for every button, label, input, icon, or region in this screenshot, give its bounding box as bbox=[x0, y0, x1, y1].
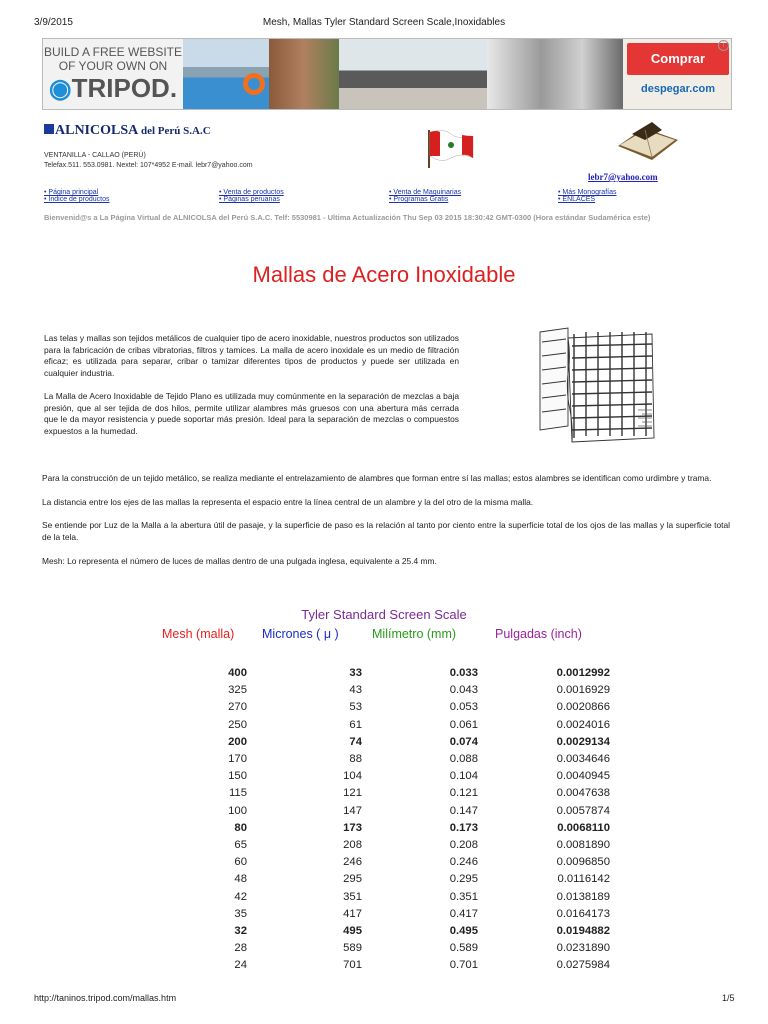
micron-cell: 173 bbox=[343, 821, 362, 834]
page-title: Mallas de Acero Inoxidable bbox=[252, 262, 516, 287]
mesh-cell: 80 bbox=[234, 821, 247, 834]
ad-line-1: BUILD A FREE WEBSITE bbox=[43, 45, 183, 59]
inch-cell: 0.0116142 bbox=[557, 873, 610, 886]
nav-col-4 bbox=[558, 189, 617, 203]
mm-cell: 0.147 bbox=[449, 804, 478, 817]
inch-cell: 0.0096850 bbox=[556, 856, 610, 869]
col-header-pulgadas: Pulgadas (inch) bbox=[495, 627, 582, 641]
mm-cell: 0.246 bbox=[449, 856, 478, 869]
adchoices-icon[interactable]: i bbox=[718, 40, 729, 51]
inch-cell: 0.0029134 bbox=[556, 735, 610, 748]
micron-cell: 351 bbox=[343, 890, 362, 903]
inch-cell: 0.0138189 bbox=[556, 890, 610, 903]
mm-cell: 0.173 bbox=[449, 821, 478, 834]
mesh-cell: 65 bbox=[234, 839, 247, 851]
micron-cell: 61 bbox=[349, 718, 362, 731]
mm-cell: 0.033 bbox=[449, 667, 478, 679]
inch-cell: 0.0068110 bbox=[557, 821, 610, 834]
table-title: Tyler Standard Screen Scale bbox=[301, 607, 467, 622]
body-paragraph-1: Para la construcción de un tejido metálico, se realiza mediante el entrelazamiento de alambres que forman entre sí las mallas; estos alambres se identifican como urdimbre y trama. bbox=[42, 473, 712, 483]
building-photo bbox=[269, 39, 339, 109]
inch-cell: 0.0275984 bbox=[556, 959, 610, 972]
inch-cell: 0.0024016 bbox=[556, 718, 610, 731]
mesh-cell: 325 bbox=[228, 684, 247, 697]
balcony-photo bbox=[339, 39, 487, 109]
mm-cell: 0.495 bbox=[449, 925, 478, 937]
nav-link-mas-monografias[interactable]: • Más Monografías bbox=[558, 189, 617, 196]
nav-link-enlaces[interactable]: • ENLACES bbox=[558, 196, 596, 203]
nav-col-1 bbox=[44, 189, 110, 203]
book-icon bbox=[612, 118, 682, 166]
mesh-cell: 200 bbox=[228, 735, 247, 748]
micron-cell: 53 bbox=[349, 701, 362, 714]
mm-cell: 0.121 bbox=[449, 787, 478, 800]
tripod-ad[interactable] bbox=[43, 39, 183, 109]
intro-paragraph-1: Las telas y mallas son tejidos metálicos de cualquier tipo de acero inoxidable, nuestros productos son utilizados para la fabricación de cribas vibratorias, filtros y tamices. La malla de acero inoxidale es un medio de filtración eficaz; es utilizada para separar, cribar o tamizar diferentes tipos de productos y puede ser utilizada en cualquier industria. bbox=[44, 333, 459, 378]
body-paragraph-3: Se entiende por Luz de la Malla a la abertura útil de pasaje, y la superficie de paso es la relación al tanto por ciento entre la superficie total de los ojos de las mallas y la superficie total de la tela. bbox=[42, 520, 730, 542]
company-address: VENTANILLA - CALLAO (PERÚ) bbox=[44, 152, 146, 159]
mesh-cell: 24 bbox=[234, 959, 247, 972]
mm-cell: 0.701 bbox=[449, 959, 478, 972]
print-date: 3/9/2015 bbox=[34, 17, 73, 28]
company-contact: Telefax.511. 553.0981. Nextel: 107*4952 E-mail. lebr7@yahoo.com bbox=[44, 162, 253, 169]
mesh-cell: 115 bbox=[228, 787, 247, 800]
inch-cell: 0.0047638 bbox=[556, 787, 610, 800]
mesh-cell: 48 bbox=[234, 873, 247, 886]
inch-cell: 0.0164173 bbox=[556, 907, 610, 920]
micron-cell: 495 bbox=[343, 925, 362, 937]
terrace-photo bbox=[487, 39, 623, 109]
col-header-milimetro: Milímetro (mm) bbox=[372, 627, 457, 641]
mm-cell: 0.088 bbox=[449, 753, 478, 765]
micron-cell: 33 bbox=[349, 667, 362, 679]
ad-line-2: OF YOUR OWN ON bbox=[58, 59, 168, 73]
mm-cell: 0.074 bbox=[449, 735, 478, 748]
tripod-logo: ◉TRIPOD. bbox=[48, 73, 178, 103]
micron-cell: 589 bbox=[343, 942, 362, 955]
micron-cell: 43 bbox=[349, 684, 362, 697]
nav-link-paginas-peruanas[interactable]: • Páginas peruanas bbox=[219, 196, 280, 203]
mesh-cell: 150 bbox=[228, 770, 247, 783]
micron-cell: 208 bbox=[343, 839, 362, 851]
micron-cell: 104 bbox=[343, 770, 362, 783]
comprar-button[interactable]: Comprar bbox=[627, 43, 729, 75]
micron-cell: 147 bbox=[343, 804, 362, 817]
micron-cell: 121 bbox=[343, 787, 362, 800]
micron-cell: 74 bbox=[349, 735, 362, 748]
company-logo: ALNICOLSA del Perú S.A.C bbox=[44, 123, 211, 139]
inch-cell: 0.0194882 bbox=[556, 925, 610, 937]
inch-cell: 0.0012992 bbox=[556, 667, 610, 679]
inch-cell: 0.0016929 bbox=[556, 684, 610, 697]
micron-cell: 295 bbox=[343, 873, 362, 886]
pool-photo bbox=[183, 39, 269, 109]
mm-cell: 0.061 bbox=[449, 718, 478, 731]
nav-link-pagina-principal[interactable]: • Página principal bbox=[44, 189, 99, 196]
welcome-text: Bienvenid@s a La Página Virtual de ALNICOLSA del Perú S.A.C. Telf: 5530981 - Ultima Actualización Thu Sep 03 2015 18:30:42 GMT-0300 (Hora estándar Sudamérica este) bbox=[44, 213, 651, 222]
nav-col-2 bbox=[219, 189, 284, 203]
mesh-cell: 28 bbox=[234, 942, 247, 955]
peru-flag-icon bbox=[425, 128, 475, 168]
nav-col-3 bbox=[389, 189, 461, 203]
col-header-mesh: Mesh (malla) bbox=[162, 627, 235, 641]
mesh-cell: 250 bbox=[228, 718, 247, 731]
mm-cell: 0.043 bbox=[449, 684, 478, 697]
nav-link-venta-productos[interactable]: • Venta de productos bbox=[219, 189, 284, 196]
inch-cell: 0.0057874 bbox=[556, 804, 610, 817]
mesh-cell: 42 bbox=[234, 890, 247, 903]
micron-cell: 246 bbox=[343, 856, 362, 869]
mesh-cell: 100 bbox=[228, 804, 247, 817]
inch-cell: 0.0081890 bbox=[556, 839, 610, 851]
inch-cell: 0.0034646 bbox=[556, 753, 610, 765]
intro-paragraph-2: La Malla de Acero Inoxidable de Tejido Plano es utilizada muy comúnmente en la separación de mezclas a baja presión, que al ser tejida de dos hilos, permite utilizar alambres más gruesos con una abertura más cerrada que le da mayor resistencia y puede soportar más presión. Ideal para la separación de mezclas o compuestos expuestos a la humedad. bbox=[44, 391, 459, 436]
body-paragraph-4: Mesh: Lo representa el número de luces de mallas dentro de una pulgada inglesa, equivalente a 25.4 mm. bbox=[42, 556, 437, 566]
mesh-cell: 170 bbox=[228, 753, 247, 765]
mm-cell: 0.053 bbox=[449, 701, 478, 714]
mm-cell: 0.589 bbox=[449, 942, 478, 955]
mesh-cell: 35 bbox=[234, 907, 247, 920]
mesh-cell: 32 bbox=[234, 925, 247, 937]
nav-link-programas-gratis[interactable]: • Programas Gratis bbox=[389, 196, 449, 203]
mm-cell: 0.417 bbox=[449, 907, 478, 920]
inch-cell: 0.0020866 bbox=[556, 701, 610, 714]
micron-cell: 417 bbox=[343, 907, 362, 920]
nav-link-venta-maquinarias[interactable]: • Venta de Maquinarias bbox=[389, 189, 462, 196]
mm-cell: 0.208 bbox=[449, 839, 478, 851]
print-title: Mesh, Mallas Tyler Standard Screen Scale,Inoxidables bbox=[262, 17, 506, 28]
micron-cell: 88 bbox=[349, 753, 362, 765]
inch-cell: 0.0231890 bbox=[556, 942, 610, 955]
mesh-cell: 60 bbox=[234, 856, 247, 869]
nav-link-indice-productos[interactable]: • Índice de productos bbox=[44, 196, 110, 203]
despegar-logo[interactable]: despegar.com bbox=[641, 83, 715, 95]
mesh-cell: 270 bbox=[228, 701, 247, 714]
mesh-cell: 400 bbox=[228, 667, 247, 679]
footer-url: http://taninos.tripod.com/mallas.htm bbox=[34, 993, 177, 1003]
micron-cell: 701 bbox=[343, 959, 362, 972]
col-header-micrones: Micrones ( μ ) bbox=[262, 627, 339, 641]
banner-ad[interactable] bbox=[42, 38, 732, 110]
company-logo-icon bbox=[44, 124, 54, 134]
email-link[interactable]: lebr7@yahoo.com bbox=[588, 172, 658, 182]
mesh-illustration bbox=[538, 326, 660, 446]
mm-cell: 0.104 bbox=[449, 770, 478, 783]
inch-cell: 0.0040945 bbox=[556, 770, 610, 783]
body-paragraph-2: La distancia entre los ejes de las mallas la representa el espacio entre la línea central de un alambre y la del otro de la misma malla. bbox=[42, 497, 534, 507]
mm-cell: 0.295 bbox=[449, 873, 478, 886]
mm-cell: 0.351 bbox=[449, 890, 478, 903]
footer-page: 1/5 bbox=[722, 993, 735, 1003]
